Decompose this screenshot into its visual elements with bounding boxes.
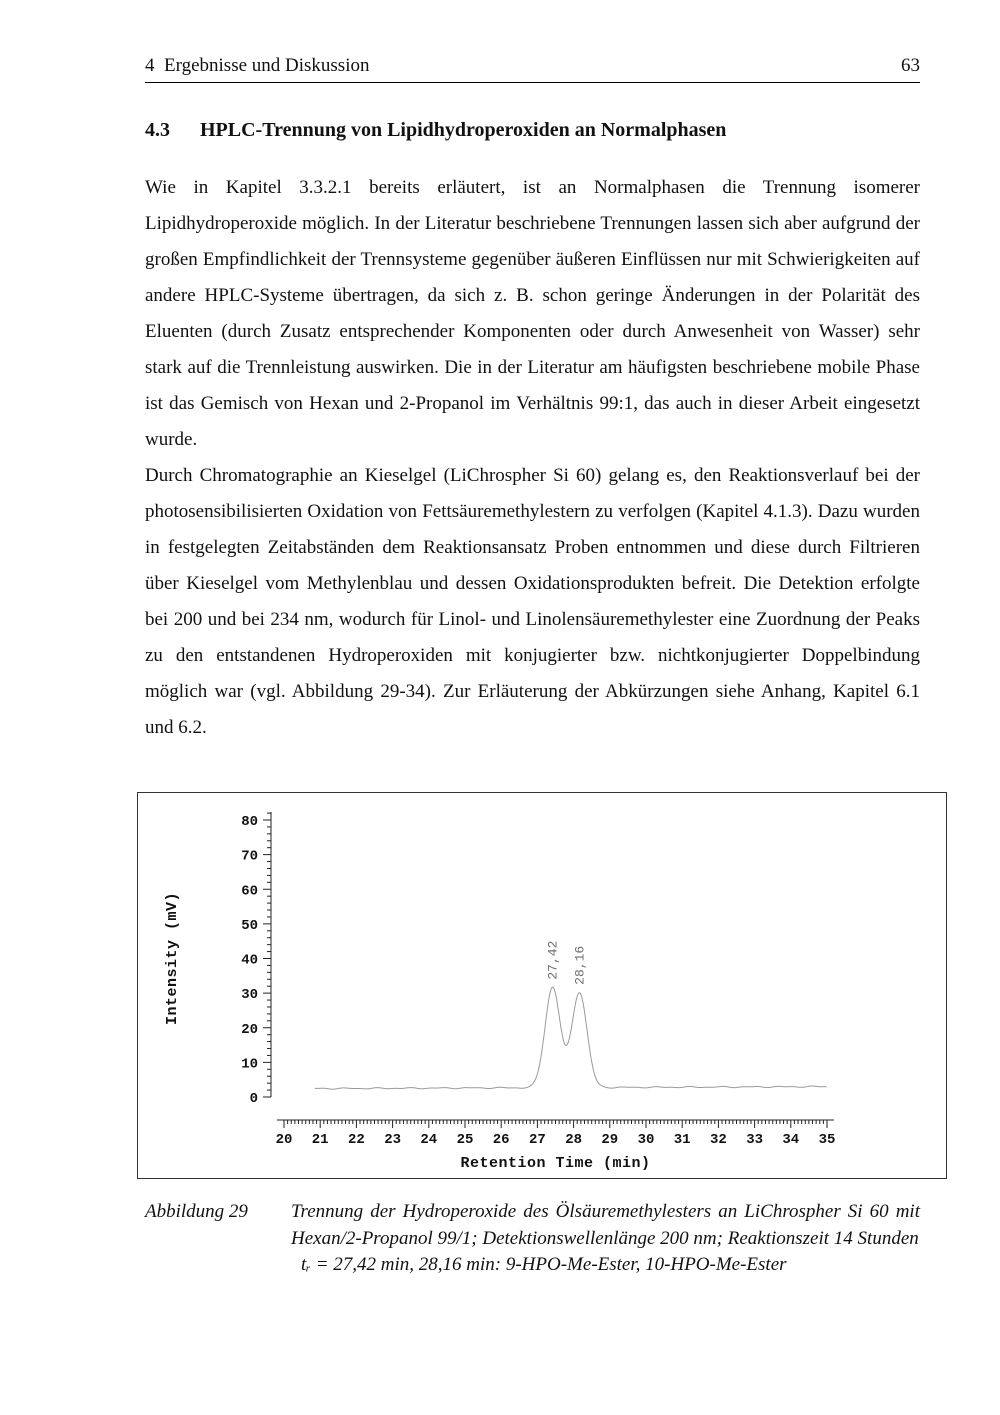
figure-caption <box>145 1199 920 1279</box>
section-title: HPLC-Trennung von Lipidhydroperoxiden an Normalphasen <box>200 119 727 141</box>
x-tick-label: 24 <box>420 1132 438 1148</box>
y-tick-label: 0 <box>249 1091 258 1107</box>
body-paragraph: Wie in Kapitel 3.3.2.1 bereits erläutert, ist an Normalphasen die Trennung isomerer Lipidhydroperoxide möglich. In der Literatur beschriebene Trennungen lassen sich aber aufgrund der großen Empfindlichkeit der Trennsysteme gegenüber äußeren Einflüssen nur mit Schwierigkeiten auf andere HPLC-Systeme übertragen, da sich z. B. schon geringe Änderungen in der Polarität des Eluenten (durch Zusatz entsprechender Komponenten oder durch Anwesenheit von Wasser) sehr stark auf die Trennleistung auswirken. Die in der Literatur am häufigsten beschriebene mobile Phase ist das Gemisch von Hexan und 2-Propanol im Verhältnis 99:1, das auch in dieser Arbeit eingesetzt wurde. <box>145 177 920 450</box>
x-tick-label: 26 <box>492 1132 510 1148</box>
y-axis-title: Intensity (mV) <box>164 891 181 1026</box>
y-tick-label: 50 <box>241 917 258 934</box>
body-text <box>145 170 920 746</box>
x-tick-label: 20 <box>275 1132 293 1148</box>
page-number: 63 <box>901 55 920 76</box>
y-tick-label: 20 <box>241 1021 258 1038</box>
y-tick-label: 60 <box>241 883 258 900</box>
x-tick-label: 28 <box>565 1132 583 1148</box>
chromatogram-chart <box>138 793 946 1178</box>
x-tick-label: 33 <box>746 1132 764 1148</box>
x-tick-label: 23 <box>384 1132 402 1148</box>
caption-text: Trennung der Hydroperoxide des Ölsäuremethylesters an LiChrospher Si 60 mit Hexan/2-Propanol 99/1; Detektionswellenlänge 200 nm; Reaktionszeit 14 Stunden <box>291 1201 920 1249</box>
body-paragraph: Durch Chromatographie an Kieselgel (LiChrospher Si 60) gelang es, den Reaktionsverlauf bei der photosensibilisierten Oxidation von Fettsäuremethylestern zu verfolgen (Kapitel 4.1.3). Dazu wurden in festgelegten Zeitabständen dem Reaktionsansatz Proben entnommen und diese durch Filtrieren über Kieselgel vom Methylenblau und dessen Oxidationsprodukten befreit. Die Detektion erfolgte bei 200 und bei 234 nm, wodurch für Linol- und Linolensäuremethylester eine Zuordnung der Peaks zu den entstandenen Hydroperoxiden mit konjugierter bzw. nichtkonjugierter Doppelbindung möglich war (vgl. Abbildung 29-34). Zur Erläuterung der Abkürzungen siehe Anhang, Kapitel 6.1 und 6.2. <box>145 465 920 738</box>
x-tick-label: 29 <box>601 1132 619 1148</box>
section-heading <box>145 119 920 142</box>
x-tick-label: 30 <box>637 1132 655 1148</box>
running-header <box>145 55 920 83</box>
x-tick-label: 35 <box>818 1132 836 1148</box>
peak-retention-label: 28,16 <box>572 945 588 985</box>
x-tick-label: 27 <box>528 1132 546 1148</box>
x-tick-label: 25 <box>456 1132 474 1148</box>
x-tick-label: 31 <box>673 1132 691 1148</box>
x-axis-title: Retention Time (min) <box>460 1155 651 1172</box>
y-tick-label: 30 <box>241 987 258 1004</box>
caption-label: Abbildung 29 <box>145 1201 248 1222</box>
section-number: 4.3 <box>145 119 170 141</box>
caption-retention-times: tᵣ = 27,42 min, 28,16 min: 9-HPO-Me-Ester, 10-HPO-Me-Ester <box>301 1254 787 1275</box>
header-section-title: 4 Ergebnisse und Diskussion <box>145 55 370 76</box>
chromatogram-trace <box>315 987 827 1089</box>
peak-retention-label: 27,42 <box>545 940 561 980</box>
y-tick-label: 70 <box>241 848 258 865</box>
x-tick-label: 22 <box>347 1132 365 1148</box>
y-tick-label: 40 <box>241 952 258 969</box>
x-tick-label: 21 <box>311 1132 329 1148</box>
caption-body <box>291 1199 920 1279</box>
figure-box <box>137 792 947 1179</box>
y-tick-label: 10 <box>241 1056 258 1073</box>
x-tick-label: 32 <box>709 1132 727 1148</box>
y-tick-label: 80 <box>241 814 258 830</box>
x-tick-label: 34 <box>782 1132 800 1148</box>
